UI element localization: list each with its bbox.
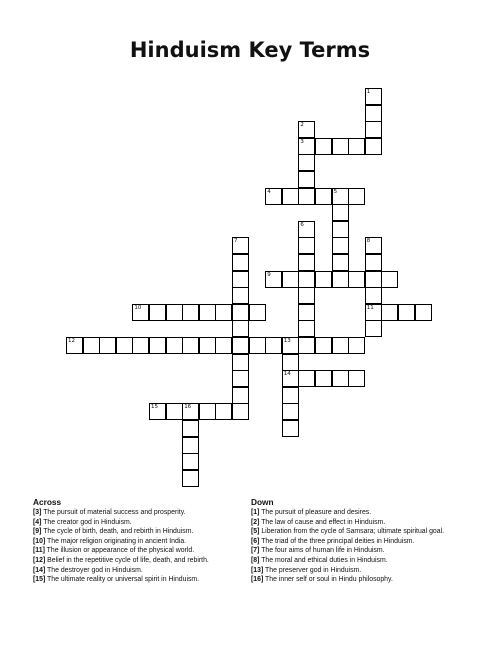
clue-item-text: The inner self or soul in Hindu philosophy. <box>263 576 393 584</box>
clue-item-number: [5] <box>251 528 260 536</box>
grid-cell[interactable] <box>348 271 365 288</box>
grid-cell[interactable] <box>365 287 382 304</box>
clue-item-text: The pursuit of material success and prosperity. <box>41 509 186 516</box>
grid-cell[interactable] <box>365 320 382 337</box>
grid-cell[interactable] <box>298 121 315 138</box>
grid-cell[interactable] <box>365 271 382 288</box>
grid-cell[interactable] <box>332 370 349 387</box>
grid-cell[interactable] <box>332 138 349 155</box>
clue-number: 16 <box>184 404 192 411</box>
grid-cell[interactable] <box>83 337 100 354</box>
clue-item <box>33 527 263 537</box>
grid-cell[interactable] <box>398 304 415 321</box>
grid-cell[interactable] <box>249 337 266 354</box>
clue-number: 1 <box>366 89 371 95</box>
grid-cell[interactable] <box>298 221 315 238</box>
clue-number: 8 <box>366 238 371 245</box>
grid-cell[interactable] <box>348 370 365 387</box>
grid-cell[interactable] <box>282 370 299 387</box>
clue-item-text: The illusion or appearance of the physical world. <box>44 547 195 555</box>
grid-cell[interactable] <box>249 304 266 321</box>
grid-cell[interactable] <box>66 337 83 354</box>
clue-item-number: [13] <box>251 566 264 574</box>
down-heading: Down <box>251 497 274 507</box>
across-clue-list <box>33 508 263 585</box>
clue-item <box>251 546 473 556</box>
clue-item <box>251 508 473 518</box>
grid-cell[interactable] <box>298 254 315 271</box>
grid-cell[interactable] <box>365 105 382 122</box>
grid-cell[interactable] <box>132 337 149 354</box>
grid-cell[interactable] <box>149 304 166 321</box>
clue-number: 9 <box>267 271 271 278</box>
grid-cell[interactable] <box>166 337 183 354</box>
clue-item-text: The destroyer god in Hinduism. <box>45 566 143 574</box>
clue-item-number: [8] <box>251 556 260 564</box>
grid-cell[interactable] <box>315 188 332 205</box>
clue-item-text: The major religion originating in ancient India. <box>45 537 187 545</box>
down-clues <box>251 497 473 585</box>
grid-cell[interactable] <box>298 287 315 304</box>
grid-cell[interactable] <box>298 237 315 254</box>
grid-cell[interactable] <box>149 403 166 420</box>
grid-cell[interactable] <box>315 271 332 288</box>
grid-cell[interactable] <box>182 437 199 454</box>
clue-item-number: [9] <box>33 528 42 536</box>
grid-cell[interactable] <box>199 304 216 321</box>
clue-number: 3 <box>300 138 304 145</box>
across-clues <box>33 497 263 585</box>
grid-cell[interactable] <box>282 387 299 404</box>
clue-number: 6 <box>300 221 304 228</box>
grid-cell[interactable] <box>215 337 232 354</box>
grid-cell[interactable] <box>381 271 398 288</box>
grid-cell[interactable] <box>332 237 349 254</box>
down-clue-list <box>251 508 473 585</box>
grid-cell[interactable] <box>365 237 382 254</box>
clue-item-number: [15] <box>33 576 46 584</box>
clue-item-number: [4] <box>33 518 42 526</box>
grid-cell[interactable] <box>265 271 282 288</box>
grid-cell[interactable] <box>232 271 249 288</box>
clue-item <box>33 575 263 585</box>
clue-item <box>251 527 473 537</box>
clue-item-text: The preserver god in Hinduism. <box>263 566 362 574</box>
grid-cell[interactable] <box>332 188 349 205</box>
clue-item-number: [3] <box>33 509 42 516</box>
clue-number: 13 <box>283 338 291 344</box>
grid-cell[interactable] <box>298 171 315 188</box>
clue-number: 11 <box>366 304 374 311</box>
grid-cell[interactable] <box>166 403 183 420</box>
grid-cell[interactable] <box>232 354 249 371</box>
clue-item-text: The law of cause and effect in Hinduism. <box>259 518 386 526</box>
grid-cell[interactable] <box>365 304 382 321</box>
grid-cell[interactable] <box>365 138 382 155</box>
clue-item-text: The creator god in Hinduism. <box>41 518 132 526</box>
grid-cell[interactable] <box>298 271 315 288</box>
grid-cell[interactable] <box>365 254 382 271</box>
clue-number: 14 <box>283 371 291 378</box>
clue-item-text: The moral and ethical duties in Hinduism. <box>259 556 388 564</box>
clue-item-number: [6] <box>251 537 260 545</box>
clue-item-number: [12] <box>33 556 46 564</box>
grid-cell[interactable] <box>199 403 216 420</box>
grid-cell[interactable] <box>298 154 315 171</box>
grid-cell[interactable] <box>182 304 199 321</box>
grid-cell[interactable] <box>282 337 299 354</box>
across-heading: Across <box>33 497 62 507</box>
clue-item-number: [1] <box>251 509 260 516</box>
clue-item-number: [16] <box>251 576 264 584</box>
grid-cell[interactable] <box>332 337 349 354</box>
clue-item <box>251 537 473 547</box>
clue-number: 15 <box>151 404 158 411</box>
grid-cell[interactable] <box>199 337 216 354</box>
grid-cell[interactable] <box>182 453 199 470</box>
grid-cell[interactable] <box>182 420 199 437</box>
grid-cell[interactable] <box>332 221 349 238</box>
clue-number: 7 <box>234 238 238 245</box>
grid-cell[interactable] <box>132 304 149 321</box>
clue-item-text: Liberation from the cycle of Samsara; ultimate spiritual goal. <box>259 528 445 536</box>
grid-cell[interactable] <box>215 304 232 321</box>
grid-cell[interactable] <box>182 403 199 420</box>
grid-cell[interactable] <box>298 138 315 155</box>
clue-item-number: [14] <box>33 566 46 574</box>
clue-item <box>251 575 473 585</box>
grid-cell[interactable] <box>282 271 299 288</box>
grid-cell[interactable] <box>365 88 382 105</box>
clue-item <box>251 518 473 528</box>
grid-cell[interactable] <box>332 204 349 221</box>
grid-cell[interactable] <box>298 304 315 321</box>
grid-cell[interactable] <box>232 370 249 387</box>
clue-item-text: Belief in the repetitive cycle of life, death, and rebirth. <box>45 556 209 564</box>
grid-cell[interactable] <box>315 138 332 155</box>
grid-cell[interactable] <box>232 387 249 404</box>
clue-item <box>251 556 473 566</box>
grid-cell[interactable] <box>265 188 282 205</box>
grid-cell[interactable] <box>232 320 249 337</box>
grid-cell[interactable] <box>232 237 249 254</box>
grid-cell[interactable] <box>182 337 199 354</box>
grid-cell[interactable] <box>282 354 299 371</box>
clue-item <box>251 566 473 576</box>
grid-cell[interactable] <box>232 337 249 354</box>
clue-item <box>33 566 263 576</box>
puzzle-title: Hinduism Key Terms <box>129 38 371 62</box>
clue-number: 2 <box>300 122 304 129</box>
grid-cell[interactable] <box>182 470 199 487</box>
clue-item-number: [7] <box>251 547 260 555</box>
grid-cell[interactable] <box>166 304 183 321</box>
grid-cell[interactable] <box>232 254 249 271</box>
clue-item-text: The triad of the three principal deities in Hinduism. <box>259 537 415 545</box>
grid-cell[interactable] <box>298 370 315 387</box>
grid-cell[interactable] <box>282 403 299 420</box>
clue-item-number: [11] <box>33 547 45 555</box>
clue-number: 12 <box>68 338 75 344</box>
grid-cell[interactable] <box>298 320 315 337</box>
grid-cell[interactable] <box>232 403 249 420</box>
grid-cell[interactable] <box>298 337 315 354</box>
clue-item-text: The pursuit of pleasure and desires. <box>259 509 372 516</box>
grid-cell[interactable] <box>298 188 315 205</box>
grid-cell[interactable] <box>348 337 365 354</box>
grid-cell[interactable] <box>232 304 249 321</box>
grid-cell[interactable] <box>282 420 299 437</box>
grid-cell[interactable] <box>381 304 398 321</box>
grid-cell[interactable] <box>332 271 349 288</box>
grid-cell[interactable] <box>348 188 365 205</box>
grid-cell[interactable] <box>116 337 133 354</box>
clue-number: 10 <box>134 304 142 311</box>
clue-item-text: The cycle of birth, death, and rebirth in Hinduism. <box>41 528 194 536</box>
clue-number: 4 <box>267 188 271 195</box>
clue-item-number: [10] <box>33 537 46 545</box>
clue-item-text: The ultimate reality or universal spirit in Hinduism. <box>45 576 200 584</box>
grid-cell[interactable] <box>215 403 232 420</box>
grid-cell[interactable] <box>315 370 332 387</box>
grid-cell[interactable] <box>348 138 365 155</box>
clue-item <box>33 518 263 528</box>
clue-item <box>33 556 263 566</box>
grid-cell[interactable] <box>282 188 299 205</box>
clue-number: 5 <box>333 188 338 195</box>
clue-item-number: [2] <box>251 518 260 526</box>
grid-cell[interactable] <box>232 287 249 304</box>
clue-item <box>33 508 263 518</box>
grid-cell[interactable] <box>99 337 116 354</box>
grid-cell[interactable] <box>149 337 166 354</box>
grid-cell[interactable] <box>315 337 332 354</box>
grid-cell[interactable] <box>415 304 432 321</box>
grid-cell[interactable] <box>332 254 349 271</box>
clue-item-text: The four aims of human life in Hinduism. <box>259 547 385 555</box>
clue-item <box>33 546 263 556</box>
grid-cell[interactable] <box>265 337 282 354</box>
clue-item <box>33 537 263 547</box>
grid-cell[interactable] <box>365 121 382 138</box>
